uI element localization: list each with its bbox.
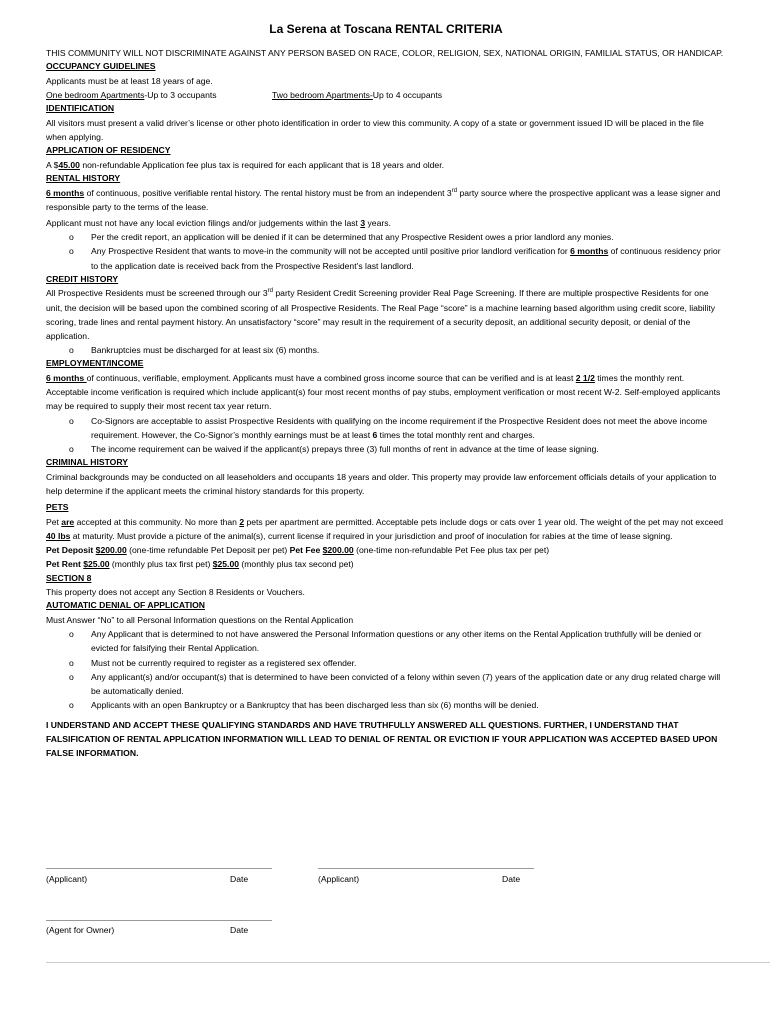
employment-text-1: of continuous, verifiable, employment. Applicants must have a combined gross income source that can be verified and is at least — [86, 373, 576, 384]
rental-history-heading: RENTAL HISTORY — [46, 173, 121, 183]
credit-sup: rd — [267, 288, 273, 295]
application-fee-text — [46, 158, 726, 172]
credit-bullet-1: Bankruptcies must be discharged for at least six (6) months. — [91, 345, 320, 356]
employment-text — [46, 371, 726, 414]
bullet-glyph: o — [69, 629, 74, 640]
pet-fee-amount: $200.00 — [322, 545, 354, 556]
pet-rent-label: Pet Rent — [46, 559, 84, 570]
agent-signature-line[interactable] — [46, 920, 272, 921]
occupancy-heading: OCCUPANCY GUIDELINES — [46, 61, 156, 72]
employment-bullet-2: The income requirement can be waived if the applicant(s) prepays three (3) full months of rent in advance at the time of lease signing. — [91, 444, 599, 455]
agent-label: (Agent for Owner) — [46, 925, 115, 935]
applicant-1-date-label: Date — [230, 874, 249, 884]
list-item — [69, 230, 726, 244]
list-item — [69, 244, 726, 272]
pets-count: 2 — [239, 516, 245, 527]
rental-history-text-1: of continuous, positive verifiable rental history. The rental history must be from an independent 3 — [84, 187, 452, 198]
credit-history-heading: CREDIT HISTORY — [46, 273, 119, 284]
pet-deposit-label: Pet Deposit — [46, 545, 96, 556]
bullet-glyph: o — [69, 657, 74, 668]
list-item — [69, 343, 726, 357]
one-bedroom-line — [46, 88, 272, 102]
rental-bullet-2-months: 6 months — [570, 246, 609, 257]
page-bottom-divider — [46, 962, 770, 963]
denial-bullets — [46, 627, 726, 712]
rental-history-text-2: party source where the prospective applicant was a lease signer and responsible party to the terms of the lease. — [46, 187, 721, 212]
credit-history-bullets — [46, 343, 726, 357]
employment-text-2: times the monthly rent. Acceptable income verification is required which include applicant(s) four most recent months of pay stubs, employment verification or most recent W-2. Self-employed applicants may be required to supply their most recent tax year return. — [46, 373, 721, 412]
eviction-text — [46, 216, 726, 230]
pet-deposit-line — [46, 543, 726, 557]
occupancy-units — [46, 88, 726, 102]
pet-fee-desc: (one-time non-refundable Pet Fee plus tax per pet) — [353, 545, 550, 556]
list-item — [69, 670, 726, 698]
employment-months: 6 months — [46, 373, 87, 384]
bullet-glyph: o — [69, 232, 74, 243]
denial-bullet-3: Any applicant(s) and/or occupant(s) that is determined to have been convicted of a felony within seven (7) years of the application date or any drug related charge will be automatically denied. — [91, 671, 721, 697]
applicant-2-signature-line[interactable] — [318, 868, 534, 869]
list-item — [69, 627, 726, 655]
non-discrimination-statement: THIS COMMUNITY WILL NOT DISCRIMINATE AGAINST ANY PERSON BASED ON RACE, COLOR, RELIGION, SEX, NATIONAL ORIGIN, FAMILIAL STATUS, OR HANDICAP. — [46, 48, 724, 58]
employment-times: 2 1/2 — [575, 373, 595, 384]
pets-pre: Pet — [46, 516, 62, 527]
section8-text: This property does not accept any Section 8 Residents or Vouchers. — [46, 587, 305, 598]
employment-bullet-1-pre: Co-Signors are acceptable to assist Prospective Residents with qualifying on the income requirement if the Prospective Resident does not meet the above income requirement. However, the Co-Signor’s monthly earnings must be at least — [91, 415, 708, 440]
rental-bullet-2-pre: Any Prospective Resident that wants to move-in the community will not be accepted until positive prior landlord verification for — [91, 246, 571, 257]
application-fee-amount: 45.00 — [58, 159, 80, 170]
two-bedroom-occupants: Up to 4 occupants — [372, 90, 443, 100]
denial-bullet-2: Must not be currently required to register as a registered sex offender. — [91, 657, 357, 668]
bullet-glyph: o — [69, 246, 74, 257]
rental-history-months: 6 months — [46, 187, 85, 198]
pet-fee-label: Pet Fee — [289, 545, 323, 556]
bullet-glyph: o — [69, 415, 74, 426]
two-bedroom-line — [272, 88, 442, 102]
rental-history-text — [46, 186, 726, 214]
eviction-years: 3 — [360, 218, 366, 228]
document-page — [46, 22, 726, 760]
employment-bullet-1-post: times the total monthly rent and charges. — [377, 429, 535, 440]
pets-mid-2: pets per apartment are permitted. Acceptable pets include dogs or cats over 1 year old. The weight of the pet may not exceed — [244, 516, 724, 527]
pets-mid-3: at maturity. Must provide a picture of the animal(s), current license if required in your jurisdiction and proof of inoculation for rabies at the time of lease signing. — [70, 531, 673, 542]
list-item — [69, 414, 726, 442]
rental-history-sup: rd — [451, 187, 458, 194]
pet-rent-first: $25.00 — [83, 559, 110, 570]
one-bedroom-occupants: -Up to 3 occupants — [144, 90, 217, 100]
application-fee-prefix: A $ — [46, 159, 59, 170]
bullet-glyph: o — [69, 345, 74, 356]
bullet-glyph: o — [69, 671, 74, 682]
eviction-text-pre: Applicant must not have any local eviction filings and/or judgements within the last — [46, 218, 361, 228]
employment-bullets — [46, 414, 726, 457]
application-heading: APPLICATION OF RESIDENCY — [46, 145, 171, 156]
rental-history-bullets — [46, 230, 726, 273]
credit-text-2: party Resident Credit Screening provider Real Page Screening. If there are multiple prospective Residents for one unit, the decision will be based upon the combined scoring of all Prospective Residents. The Real Page “score” is a machine learning based algorithm using credit score, liability scoring, trade lines and rental payment history. An unsatisfactory “score” may result in the requirement of a security deposit, an additional security deposit, or denial of the application. — [46, 288, 716, 342]
denial-text: Must Answer “No” to all Personal Information questions on the Rental Application — [46, 615, 354, 626]
rental-bullet-1: Per the credit report, an application will be denied if it can be determined that any Prospective Resident owes a prior landlord any monies. — [91, 232, 614, 243]
credit-text-1: All Prospective Residents must be screened through our 3 — [46, 288, 268, 299]
bullet-glyph: o — [69, 444, 74, 455]
section8-heading: SECTION 8 — [46, 572, 92, 583]
bullet-glyph: o — [69, 700, 74, 711]
employment-heading: EMPLOYMENT/INCOME — [46, 358, 144, 369]
occupancy-age-text: Applicants must be at least 18 years of age. — [46, 75, 213, 86]
pet-deposit-desc: (one-time refundable Pet Deposit per pet) — [126, 545, 290, 556]
pets-mid-1: accepted at this community. No more than — [74, 516, 240, 527]
list-item — [69, 442, 726, 456]
applicant-2-date-label: Date — [502, 874, 521, 884]
two-bedroom-label: Two bedroom Apartments- — [272, 90, 373, 100]
applicant-2-label: (Applicant) — [318, 874, 360, 884]
application-fee-desc: non-refundable Application fee plus tax is required for each applicant that is 18 years and older. — [79, 159, 444, 170]
pets-text — [46, 515, 726, 543]
employment-bullet-1-times: 6 — [372, 429, 378, 440]
list-item — [69, 656, 726, 670]
one-bedroom-label: One bedroom Apartments — [46, 90, 145, 100]
pet-rent-line — [46, 557, 726, 571]
denial-bullet-4: Applicants with an open Bankruptcy or a Bankruptcy that has been discharged less than six (6) months will be denied. — [91, 700, 539, 711]
page-title: La Serena at Toscana RENTAL CRITERIA — [269, 22, 503, 36]
criminal-history-heading: CRIMINAL HISTORY — [46, 457, 128, 468]
credit-history-text — [46, 286, 726, 343]
rental-bullet-2-post: of continuous residency prior to the application date is received back from the Prospective Resident’s last landlord. — [91, 246, 721, 271]
pet-rent-first-desc: (monthly plus tax first pet) — [109, 559, 213, 570]
applicant-1-label: (Applicant) — [46, 874, 88, 884]
pets-weight: 40 lbs — [46, 531, 71, 542]
pets-are: are — [61, 516, 75, 527]
eviction-text-post: years. — [365, 218, 391, 228]
criminal-history-text: Criminal backgrounds may be conducted on all leaseholders and occupants 18 years and older. This property may provide law enforcement officials details of your application to help determine if the applicant meets the criminal history standards for this property. — [46, 471, 717, 497]
list-item — [69, 698, 726, 712]
acknowledgement-statement: I UNDERSTAND AND ACCEPT THESE QUALIFYING STANDARDS AND HAVE TRUTHFULLY ANSWERED ALL QUESTIONS. FURTHER, I UNDERSTAND THAT FALSIFICATION OF RENTAL APPLICATION INFORMATION WILL LEAD TO DENIAL OF RENTAL OR EVICTION IF YOUR APPLICATION WAS ACCEPTED BASED UPON FALSE INFORMATION. — [46, 720, 718, 759]
pets-heading: PETS — [46, 502, 69, 513]
agent-date-label: Date — [230, 925, 249, 935]
pet-rent-second-desc: (monthly plus tax second pet) — [239, 559, 354, 570]
denial-bullet-1: Any Applicant that is determined to not have answered the Personal Information questions or any other items on the Rental Application truthfully will be denied or evicted for falsifying their Rental Application. — [91, 629, 702, 654]
identification-text: All visitors must present a valid driver’s license or other photo identification in order to view this community. A copy of a state or government issued ID will be placed in the file when applying. — [46, 117, 704, 142]
identification-heading: IDENTIFICATION — [46, 103, 115, 114]
pet-deposit-amount: $200.00 — [95, 545, 127, 556]
pet-rent-second: $25.00 — [212, 559, 240, 570]
denial-heading: AUTOMATIC DENIAL OF APPLICATION — [46, 600, 205, 611]
applicant-1-signature-line[interactable] — [46, 868, 272, 869]
